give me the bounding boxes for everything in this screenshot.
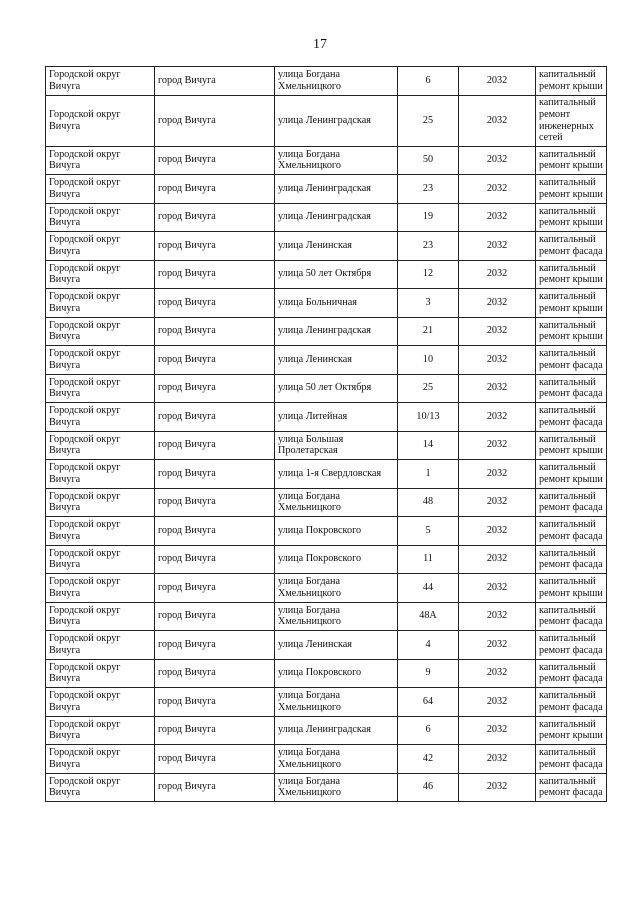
street-cell: улица Ленинградская [275,175,398,204]
street-cell: улица Ленинградская [275,317,398,346]
work-type-cell: капитальный ремонт крыши [536,574,607,603]
street-cell: улица Богдана Хмельницкого [275,488,398,517]
house-number-cell: 1 [398,460,459,489]
year-cell: 2032 [459,716,536,745]
work-type-cell: капитальный ремонт крыши [536,289,607,318]
settlement-cell: город Вичуга [155,146,275,175]
table-row [46,403,607,432]
street-cell: улица Литейная [275,403,398,432]
street-cell: улица Богдана Хмельницкого [275,745,398,774]
year-cell: 2032 [459,374,536,403]
house-number-cell: 11 [398,545,459,574]
work-type-cell: капитальный ремонт фасада [536,659,607,688]
settlement-cell: город Вичуга [155,517,275,546]
table-row [46,67,607,96]
district-cell: Городской округ Вичуга [46,431,155,460]
year-cell: 2032 [459,175,536,204]
work-type-cell: капитальный ремонт фасада [536,602,607,631]
district-cell: Городской округ Вичуга [46,517,155,546]
year-cell: 2032 [459,602,536,631]
district-cell: Городской округ Вичуга [46,545,155,574]
work-type-cell: капитальный ремонт фасада [536,745,607,774]
house-number-cell: 25 [398,95,459,146]
work-type-cell: капитальный ремонт фасада [536,517,607,546]
settlement-cell: город Вичуга [155,260,275,289]
settlement-cell: город Вичуга [155,602,275,631]
district-cell: Городской округ Вичуга [46,374,155,403]
street-cell: улица Ленинградская [275,95,398,146]
street-cell: улица Ленинградская [275,716,398,745]
house-number-cell: 14 [398,431,459,460]
house-number-cell: 48 [398,488,459,517]
house-number-cell: 6 [398,67,459,96]
district-cell: Городской округ Вичуга [46,460,155,489]
table-row [46,232,607,261]
settlement-cell: город Вичуга [155,488,275,517]
year-cell: 2032 [459,289,536,318]
settlement-cell: город Вичуга [155,545,275,574]
settlement-cell: город Вичуга [155,95,275,146]
year-cell: 2032 [459,545,536,574]
house-number-cell: 10/13 [398,403,459,432]
work-type-cell: капитальный ремонт инженерных сетей [536,95,607,146]
street-cell: улица Богдана Хмельницкого [275,67,398,96]
house-number-cell: 9 [398,659,459,688]
repair-plan-table [45,66,607,802]
settlement-cell: город Вичуга [155,203,275,232]
settlement-cell: город Вичуга [155,773,275,802]
settlement-cell: город Вичуга [155,745,275,774]
street-cell: улица Больничная [275,289,398,318]
table-row [46,175,607,204]
year-cell: 2032 [459,431,536,460]
table-row [46,716,607,745]
house-number-cell: 12 [398,260,459,289]
settlement-cell: город Вичуга [155,631,275,660]
year-cell: 2032 [459,460,536,489]
year-cell: 2032 [459,203,536,232]
table-row [46,688,607,717]
street-cell: улица Ленинская [275,232,398,261]
year-cell: 2032 [459,488,536,517]
house-number-cell: 64 [398,688,459,717]
work-type-cell: капитальный ремонт крыши [536,431,607,460]
year-cell: 2032 [459,631,536,660]
work-type-cell: капитальный ремонт фасада [536,688,607,717]
street-cell: улица Покровского [275,517,398,546]
table-row [46,260,607,289]
table-row [46,346,607,375]
table-row [46,460,607,489]
table-row [46,545,607,574]
work-type-cell: капитальный ремонт крыши [536,67,607,96]
street-cell: улица 50 лет Октября [275,374,398,403]
settlement-cell: город Вичуга [155,659,275,688]
house-number-cell: 48А [398,602,459,631]
street-cell: улица Богдана Хмельницкого [275,773,398,802]
table-row [46,374,607,403]
street-cell: улица Богдана Хмельницкого [275,574,398,603]
house-number-cell: 21 [398,317,459,346]
street-cell: улица Богдана Хмельницкого [275,146,398,175]
year-cell: 2032 [459,403,536,432]
work-type-cell: капитальный ремонт фасада [536,374,607,403]
work-type-cell: капитальный ремонт фасада [536,232,607,261]
house-number-cell: 5 [398,517,459,546]
street-cell: улица Ленинградская [275,203,398,232]
settlement-cell: город Вичуга [155,574,275,603]
street-cell: улица Ленинская [275,631,398,660]
year-cell: 2032 [459,232,536,261]
work-type-cell: капитальный ремонт крыши [536,146,607,175]
settlement-cell: город Вичуга [155,374,275,403]
year-cell: 2032 [459,260,536,289]
year-cell: 2032 [459,688,536,717]
house-number-cell: 4 [398,631,459,660]
house-number-cell: 44 [398,574,459,603]
district-cell: Городской округ Вичуга [46,260,155,289]
table-row [46,431,607,460]
year-cell: 2032 [459,574,536,603]
settlement-cell: город Вичуга [155,175,275,204]
table-row [46,146,607,175]
house-number-cell: 23 [398,175,459,204]
district-cell: Городской округ Вичуга [46,95,155,146]
settlement-cell: город Вичуга [155,317,275,346]
district-cell: Городской округ Вичуга [46,631,155,660]
page-number: 17 [313,37,327,52]
year-cell: 2032 [459,95,536,146]
street-cell: улица 1-я Свердловская [275,460,398,489]
street-cell: улица Ленинская [275,346,398,375]
repair-plan-table-body [46,67,607,802]
year-cell: 2032 [459,346,536,375]
house-number-cell: 19 [398,203,459,232]
work-type-cell: капитальный ремонт крыши [536,460,607,489]
house-number-cell: 50 [398,146,459,175]
year-cell: 2032 [459,659,536,688]
work-type-cell: капитальный ремонт фасада [536,773,607,802]
table-row [46,745,607,774]
house-number-cell: 25 [398,374,459,403]
table-row [46,203,607,232]
district-cell: Городской округ Вичуга [46,175,155,204]
table-row [46,773,607,802]
work-type-cell: капитальный ремонт фасада [536,545,607,574]
year-cell: 2032 [459,773,536,802]
year-cell: 2032 [459,67,536,96]
district-cell: Городской округ Вичуга [46,232,155,261]
settlement-cell: город Вичуга [155,67,275,96]
district-cell: Городской округ Вичуга [46,574,155,603]
district-cell: Городской округ Вичуга [46,346,155,375]
house-number-cell: 23 [398,232,459,261]
district-cell: Городской округ Вичуга [46,688,155,717]
settlement-cell: город Вичуга [155,431,275,460]
house-number-cell: 42 [398,745,459,774]
work-type-cell: капитальный ремонт крыши [536,203,607,232]
table-row [46,631,607,660]
street-cell: улица Большая Пролетарская [275,431,398,460]
year-cell: 2032 [459,317,536,346]
house-number-cell: 10 [398,346,459,375]
work-type-cell: капитальный ремонт крыши [536,260,607,289]
table-row [46,289,607,318]
house-number-cell: 46 [398,773,459,802]
district-cell: Городской округ Вичуга [46,203,155,232]
street-cell: улица 50 лет Октября [275,260,398,289]
street-cell: улица Покровского [275,659,398,688]
work-type-cell: капитальный ремонт фасада [536,631,607,660]
table-row [46,659,607,688]
table-row [46,317,607,346]
district-cell: Городской округ Вичуга [46,289,155,318]
work-type-cell: капитальный ремонт крыши [536,317,607,346]
district-cell: Городской округ Вичуга [46,773,155,802]
work-type-cell: капитальный ремонт фасада [536,488,607,517]
year-cell: 2032 [459,745,536,774]
settlement-cell: город Вичуга [155,688,275,717]
year-cell: 2032 [459,146,536,175]
house-number-cell: 3 [398,289,459,318]
district-cell: Городской округ Вичуга [46,403,155,432]
work-type-cell: капитальный ремонт крыши [536,716,607,745]
street-cell: улица Богдана Хмельницкого [275,688,398,717]
work-type-cell: капитальный ремонт фасада [536,403,607,432]
settlement-cell: город Вичуга [155,403,275,432]
district-cell: Городской округ Вичуга [46,488,155,517]
district-cell: Городской округ Вичуга [46,317,155,346]
settlement-cell: город Вичуга [155,346,275,375]
work-type-cell: капитальный ремонт фасада [536,346,607,375]
district-cell: Городской округ Вичуга [46,602,155,631]
settlement-cell: город Вичуга [155,716,275,745]
district-cell: Городской округ Вичуга [46,659,155,688]
settlement-cell: город Вичуга [155,232,275,261]
work-type-cell: капитальный ремонт крыши [536,175,607,204]
street-cell: улица Богдана Хмельницкого [275,602,398,631]
table-row [46,517,607,546]
district-cell: Городской округ Вичуга [46,146,155,175]
district-cell: Городской округ Вичуга [46,67,155,96]
table-row [46,574,607,603]
street-cell: улица Покровского [275,545,398,574]
table-row [46,95,607,146]
house-number-cell: 6 [398,716,459,745]
settlement-cell: город Вичуга [155,289,275,318]
table-row [46,602,607,631]
district-cell: Городской округ Вичуга [46,745,155,774]
table-row [46,488,607,517]
settlement-cell: город Вичуга [155,460,275,489]
year-cell: 2032 [459,517,536,546]
district-cell: Городской округ Вичуга [46,716,155,745]
